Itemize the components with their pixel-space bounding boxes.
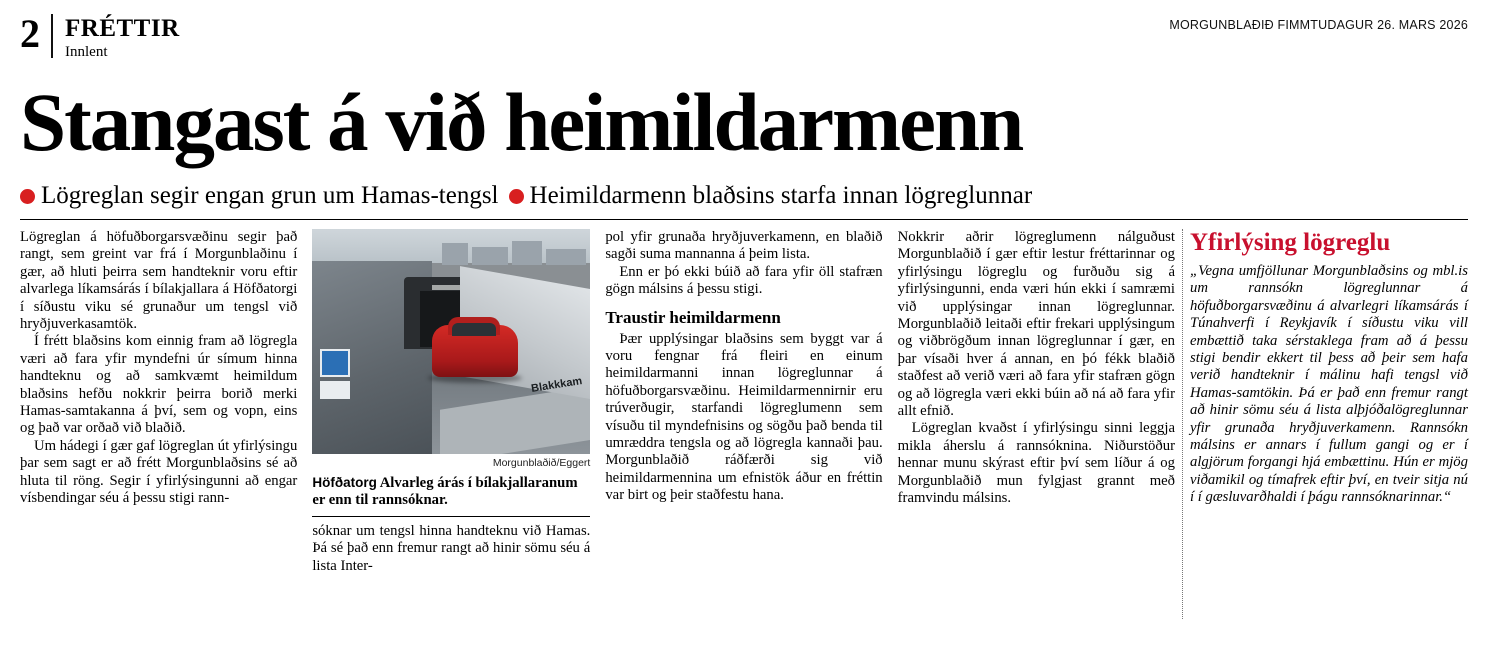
- photo-building: [546, 249, 586, 265]
- section-subtitle: Innlent: [65, 44, 108, 60]
- column-gap: [883, 229, 898, 619]
- subhead-list: [20, 182, 1468, 209]
- paragraph: Í frétt blaðsins kom einnig fram að lögregla væri að fara yfir myndefni úr símum hinna handteknu og að samkvæmt heimildum blaðsins hefðu nokkrir þeirra borið merki Hamas-samtakanna á því, sem og vopn, eins og það var orðað við blaðið.: [20, 333, 298, 437]
- subhead-item: [509, 182, 1033, 209]
- page-title: Stangast á við heimildarmenn: [20, 76, 1023, 168]
- photo-building: [472, 247, 508, 265]
- column-gap: [590, 229, 605, 619]
- section-title: FRÉTTIR: [65, 15, 180, 42]
- article-column-1: [20, 229, 297, 619]
- masthead-left: [20, 11, 180, 61]
- header-divider: [20, 219, 1468, 220]
- paragraph: pol yfir grunaða hryðjuverkamenn, en blaðið sagði suma mannanna á þeim lista.: [605, 229, 883, 263]
- column-gap: [297, 229, 312, 619]
- article-photo: [312, 229, 590, 454]
- paragraph: Enn er þó ekki búið að fara yfir öll stafræn gögn málsins á þessu stigi.: [605, 263, 883, 298]
- paragraph: Lögreglan á höfuðborgarsvæðinu segir það rangt, sem greint var frá í Morgunblaðinu í gær, að hluti þeirra sem handteknir voru eftir alvarlega líkamsárás í bílakjallara á Höfðatorgi í síðustu viku sé grunaður um tengsl við hryðjuverkasamtök.: [20, 229, 298, 333]
- masthead-divider: [51, 14, 53, 58]
- section-subheading: Traustir heimildarmenn: [605, 307, 781, 327]
- publication-dateline: MORGUNBLAÐIÐ FIMMTUDAGUR 26. MARS 2026: [1169, 18, 1468, 32]
- caption-divider: [312, 516, 590, 517]
- paragraph: Lögreglan kvaðst í yfirlýsingu sinni leggja mikla áherslu á rannsóknina. Niðurstöður hennar munu skýrast eftir því sem líður á og Morgunblaðið mun fylgjast grannt með framvindu málsins.: [897, 420, 1175, 507]
- bullet-icon: [509, 189, 524, 204]
- subhead-label: Heimildarmenn blaðsins starfa innan lögreglunnar: [529, 182, 1033, 209]
- police-statement-box: [1190, 229, 1468, 619]
- statement-body: [1190, 263, 1468, 507]
- statement-title: Yfirlýsing lögreglu: [1189, 229, 1391, 256]
- article-column-4: [898, 229, 1175, 619]
- paragraph: Um hádegi í gær gaf lögreglan út yfirlýsingu þar sem sagt er að frétt Morgunblaðsins sé að hluta til röng. Segir í yfirlýsingunni að engar vísbendingar séu á þessu stigi rann-: [20, 437, 298, 507]
- paragraph: Nokkrir aðrir lögreglumenn nálguðust Morgunblaðið í gær eftir lestur fréttarinnar og yfirlýsingu lögreglu og furðuðu sig á yfirlýsingunni, enda væri hún ekki í samræmi við upplýsingar innan lögreglunnar. Morgunblaðið leitaði eftir frekari upplýsingum og viðbrögðum innan lögreglunnar í gær, en þar vísaði hver á annan, en þó fékk blaðið staðfest að verið væri að fara yfir stafræn gögn og að lögregla væri ekki búin að ná að fara yfir allt efnið.: [897, 229, 1175, 420]
- photo-column-text: [312, 523, 590, 575]
- paragraph: „Vegna umfjöllunar Morgunblaðsins og mbl.is um rannsókn lögreglunnar á höfuðborgarsvæðinu á alvarlegri líkamsárás í Túnahverfi í Reykjavík í síðustu viku vill embættið taka sérstaklega fram að á þessu stigi bendir ekkert til þess að þeir sem hafa verið handteknir í málinu hafi tengsl við Hamas-samtökin. Þá er það enn fremur rangt að hinir sömu séu á lista alþjóðalögreglunnar yfir grunaða hryðjuverkamenn. Rannsókn málsins er annars í fullum gangi og er í algjörum forgangi hjá embættinu. Hún er mjög viðamikil og tímafrek eftir því, en tveir sitja nú í í gæsluvarðhaldi í þágu rannsóknarinnar.“: [1189, 263, 1468, 506]
- page-number: 2: [20, 11, 39, 56]
- article-columns: [20, 229, 1468, 619]
- bullet-icon: [20, 189, 35, 204]
- article-column-3: [605, 229, 882, 619]
- masthead: [20, 11, 1468, 68]
- subhead-label: Lögreglan segir engan grun um Hamas-tengsl: [41, 182, 499, 209]
- article-column-2: [312, 229, 590, 619]
- photo-caption-text: Alvarleg árás í bílakjallaranum er enn til rannsóknar.: [312, 475, 578, 509]
- photo-caption-place: Höfðatorg: [312, 475, 377, 490]
- photo-caption: [312, 474, 590, 510]
- paragraph: sóknar um tengsl hinna handteknu við Hamas. Þá sé það enn fremur rangt að hinir sömu séu á lista Inter-: [312, 522, 591, 574]
- column-divider: [1175, 229, 1190, 619]
- photo-sign-icon: [320, 349, 350, 377]
- section-block: [65, 14, 180, 61]
- photo-sign-secondary-icon: [320, 381, 350, 399]
- photo-credit: Morgunblaðið/Eggert: [492, 457, 591, 469]
- photo-car-window: [452, 323, 496, 336]
- photo-barrier-label: Blakkkam: [530, 375, 583, 395]
- photo-building: [512, 241, 542, 265]
- photo-building: [442, 243, 468, 265]
- subhead-item: [20, 182, 499, 209]
- paragraph: Þær upplýsingar blaðsins sem byggt var á voru fengnar frá fleiri en einum heimildarmanni innan lögreglunnar á höfuðborgarsvæðinu. Heimildarmennirnir eru trúverðugir, starfandi lögreglumenn sem vísuðu til myndefnisins og sögðu það benda til umræddra tengsla og að lögregla kannaði þau. Morgunblaðið ráðfærði sig við heimildarmennina um efnistök áður en fréttin var birt og þeir staðfestu hana.: [605, 330, 883, 504]
